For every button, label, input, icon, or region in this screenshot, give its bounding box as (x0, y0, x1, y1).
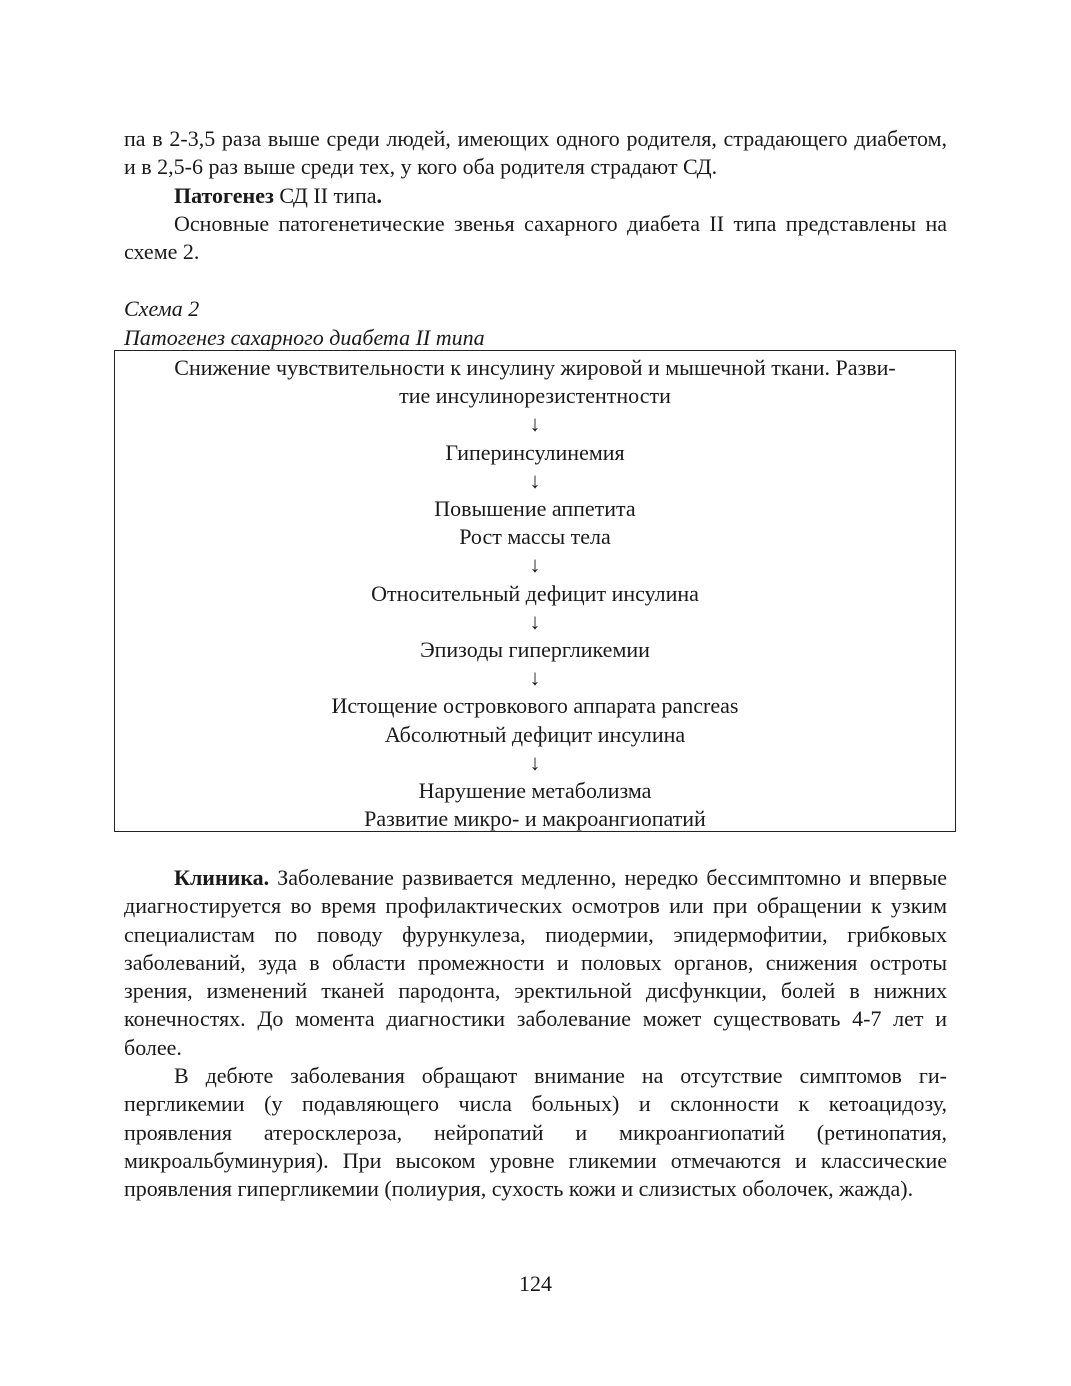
scheme-step-3-line-1: Повышение аппетита (434, 496, 636, 522)
down-arrow-icon: ↓ (529, 749, 541, 775)
down-arrow-icon: ↓ (529, 552, 541, 578)
down-arrow-icon: ↓ (529, 467, 541, 493)
scheme-title: Патогенез сахарного диабета II типа (124, 324, 485, 350)
scheme-step-7-line-1: Нарушение метаболизма (418, 778, 652, 804)
scheme-step-6-line-2: Абсолютный дефицит инсулина (384, 721, 686, 747)
scheme-step-5-line-1: Эпизоды гипергликемии (420, 637, 650, 663)
clinic-heading: Клиника. (174, 865, 270, 890)
scheme-step-1-line-2: тие инсулинорезистентности (399, 383, 671, 409)
scheme-reference-paragraph: Основные патогенетические звенья сахарного диабета II типа представлены на схеме 2. (124, 210, 947, 265)
scheme-step-3-line-2: Рост массы тела (459, 524, 611, 550)
scheme-step-2-line-1: Гиперинсулинемия (445, 439, 625, 465)
intro-section (124, 125, 947, 352)
scheme-step-1-line-1: Снижение чувствительности к инсулину жировой и мышечной ткани. Разви- (174, 355, 896, 380)
scheme-diagram (114, 350, 956, 832)
down-arrow-icon: ↓ (529, 608, 541, 634)
scheme-step-6-line-1: Истощение островкового аппарата pancreas (331, 693, 739, 719)
pathogenesis-heading-rest: СД II типа (273, 182, 377, 208)
clinic-paragraph-text: Заболевание развивается медленно, нередко бессимптомно и впервые диагностируется во время профилактических осмотров или при обращении к узким специалистам по поводу фурункулеза, пиодермии, эпидермофитии, грибковых заболеваний, зуда в области промежности и половых органов, снижения остроты зрения, изменений тканей пародонта, эректильной дисфункции, болей в нижних конечностях. До момента диагностики заболевание может существовать 4-7 лет и более. (124, 865, 947, 1060)
pathogenesis-heading (124, 182, 947, 210)
down-arrow-icon: ↓ (529, 665, 541, 691)
intro-paragraph: па в 2-3,5 раза выше среди людей, имеющих одного родителя, страдающего диабетом, и в 2,5-6 раз выше среди тех, у кого оба родителя страдают СД. (124, 126, 947, 180)
scheme-step-4-line-1: Относительный дефицит инсулина (371, 580, 699, 606)
debut-paragraph: В дебюте заболевания обращают внимание на отсутствие симптомов гипергликемии (у подавляющего числа больных) и склонности к кетоацидозу, проявления атеросклероза, нейропатий и микроангиопатий (ретинопатия, микроальбуминурия). При высоком уровне гликемии отмечаются и классические проявления гипергликемии (полиурия, сухость кожи и слизистых оболочек, жажда). (124, 1063, 947, 1202)
scheme-step-7-line-2: Развитие микро- и макроангиопатий (364, 806, 706, 832)
clinic-section (124, 864, 947, 1204)
pathogenesis-heading-dot: . (376, 182, 382, 208)
page-number: 124 (519, 1271, 552, 1296)
pathogenesis-heading-bold: Патогенез (174, 182, 274, 208)
clinic-paragraph (124, 864, 947, 1062)
scheme-label: Схема 2 (124, 296, 200, 322)
down-arrow-icon: ↓ (529, 411, 541, 437)
